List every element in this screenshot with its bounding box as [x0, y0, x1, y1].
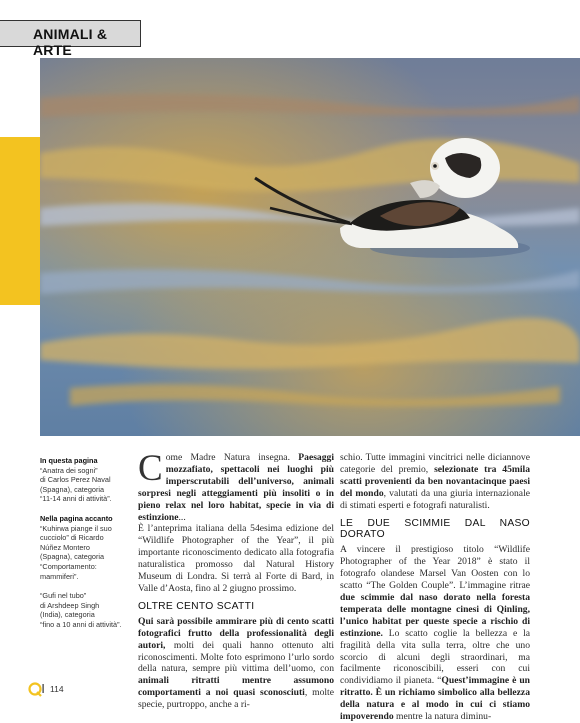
caption-3-line: di Arshdeep Singh: [40, 600, 100, 610]
caption-2-line: “Comportamento:: [40, 561, 97, 571]
text-run: A vincere il prestigioso titolo “Wildlife Photographer of the Year 2018” è stato il fotografo olandese Marsel Van Oosten con lo scatto “The Golden Couple”. L’immagine ritrae: [340, 544, 530, 592]
text-run-bold: Quest’immagine è un ritratto. È un richiamo simbolico alla bellezza della natura e al modo in cui ci stiamo impoverendo: [340, 675, 530, 723]
photo-captions: [40, 456, 132, 640]
text-run-bold: Qui sarà possibile ammirare più di cento scatti fotografici frutto della professionalità degli autori,: [138, 615, 334, 651]
page-folio: [28, 681, 64, 697]
paragraph: È l’anteprima italiana della 54esima edizione del “Wildlife Photographer of the Year”, il più importante riconoscimento dedicato alla fotografia naturalistica promosso dal Natural History Museum di Londra. Si terrà al Forte di Bard, in Valle d’Aosta, fino al 2 giugno prossimo.: [138, 523, 334, 594]
text-run: , valutati da una giuria internazionale di stimati esperti e fotografi naturalisti.: [340, 487, 530, 511]
caption-3-line: (India), categoria: [40, 610, 95, 620]
caption-3-line: “fino a 10 anni di attività”.: [40, 619, 122, 629]
paragraph: [340, 544, 530, 723]
accent-bar: [0, 137, 40, 305]
text-run-bold: Paesaggi mozzafiato, spettacoli nei luoghi più imperscrutabili dell’universo, animali sorpresi negli atteggiamenti più insoliti o in pieno relax nel loro habitat, specie in via di estinzione: [138, 452, 334, 523]
caption-2-line: “Kuhirwa piange il suo: [40, 523, 112, 533]
caption-1: [40, 456, 132, 504]
caption-2-line: cucciolo” di Ricardo: [40, 533, 104, 543]
caption-3: [40, 591, 132, 629]
caption-2-line: (Spagna), categoria: [40, 552, 105, 562]
text-run: , molte specie, purtroppo, anche a ri-: [138, 687, 334, 711]
text-run: ome Madre Natura insegna.: [165, 452, 299, 463]
text-run-bold: animali ritratti mentre assumono comportamenti a noi quasi sconosciuti: [138, 675, 334, 699]
caption-2-head: Nella pagina accanto: [40, 513, 113, 523]
article-column-1: [138, 448, 334, 711]
article-column-2: [340, 452, 530, 723]
paragraph: [340, 452, 530, 512]
caption-2-line: mammiferi”.: [40, 571, 79, 581]
caption-1-line: di Carlos Perez Naval: [40, 475, 111, 485]
section-tab: [0, 20, 141, 58]
duck-photo: [40, 58, 580, 436]
duck-photo-graphic: [40, 58, 580, 436]
text-run-bold: due scimmie dal naso dorato nella foresta temperata delle montagne cinesi di Qinling, l’unico habitat per queste specie a rischio di estinzione.: [340, 591, 530, 639]
text-run: schio. Tutte immagini vincitrici nelle diciannove categorie del premio,: [340, 452, 530, 475]
paragraph: [138, 616, 334, 711]
caption-1-line: “Anatra dei sogni”: [40, 465, 98, 475]
text-run: mentre la natura diminu-: [393, 711, 492, 723]
caption-1-line: “11-14 anni di attività”.: [40, 494, 112, 504]
caption-1-line: (Spagna), categoria: [40, 484, 105, 494]
caption-3-line: “Gufi nel tubo”: [40, 591, 87, 601]
drop-cap: C: [138, 448, 163, 489]
caption-1-head: In questa pagina: [40, 456, 98, 465]
caption-2: [40, 514, 132, 581]
subheading: LE DUE SCIMMIE DAL NASO DORATO: [340, 517, 530, 541]
text-run-bold: selezionate tra 45mila scatti provenienti da ben novantacinque paesi del mondo: [340, 463, 530, 499]
caption-2-line: Núñez Montero: [40, 542, 90, 552]
page-number: 114: [50, 684, 64, 694]
intro-paragraph: [138, 448, 334, 523]
text-run: molti dei quali hanno ottenuto alti riconoscimenti. Molte foto esprimono l’urlo sordo della natura, sempre più vittima dell’uomo, con: [138, 639, 334, 675]
magazine-logo-icon: [28, 681, 48, 697]
text-run: ...: [178, 511, 186, 523]
section-title: ANIMALI & ARTE: [33, 26, 108, 58]
subheading: OLTRE CENTO SCATTI: [138, 600, 255, 612]
text-run: Lo scatto coglie la bellezza e la fragilità della vita sulla terra, oltre che uno scorcio di alcuni degli straordinari, ma facilmente riconoscibili, esseri con cui condividiamo il pianeta. “: [340, 627, 530, 687]
